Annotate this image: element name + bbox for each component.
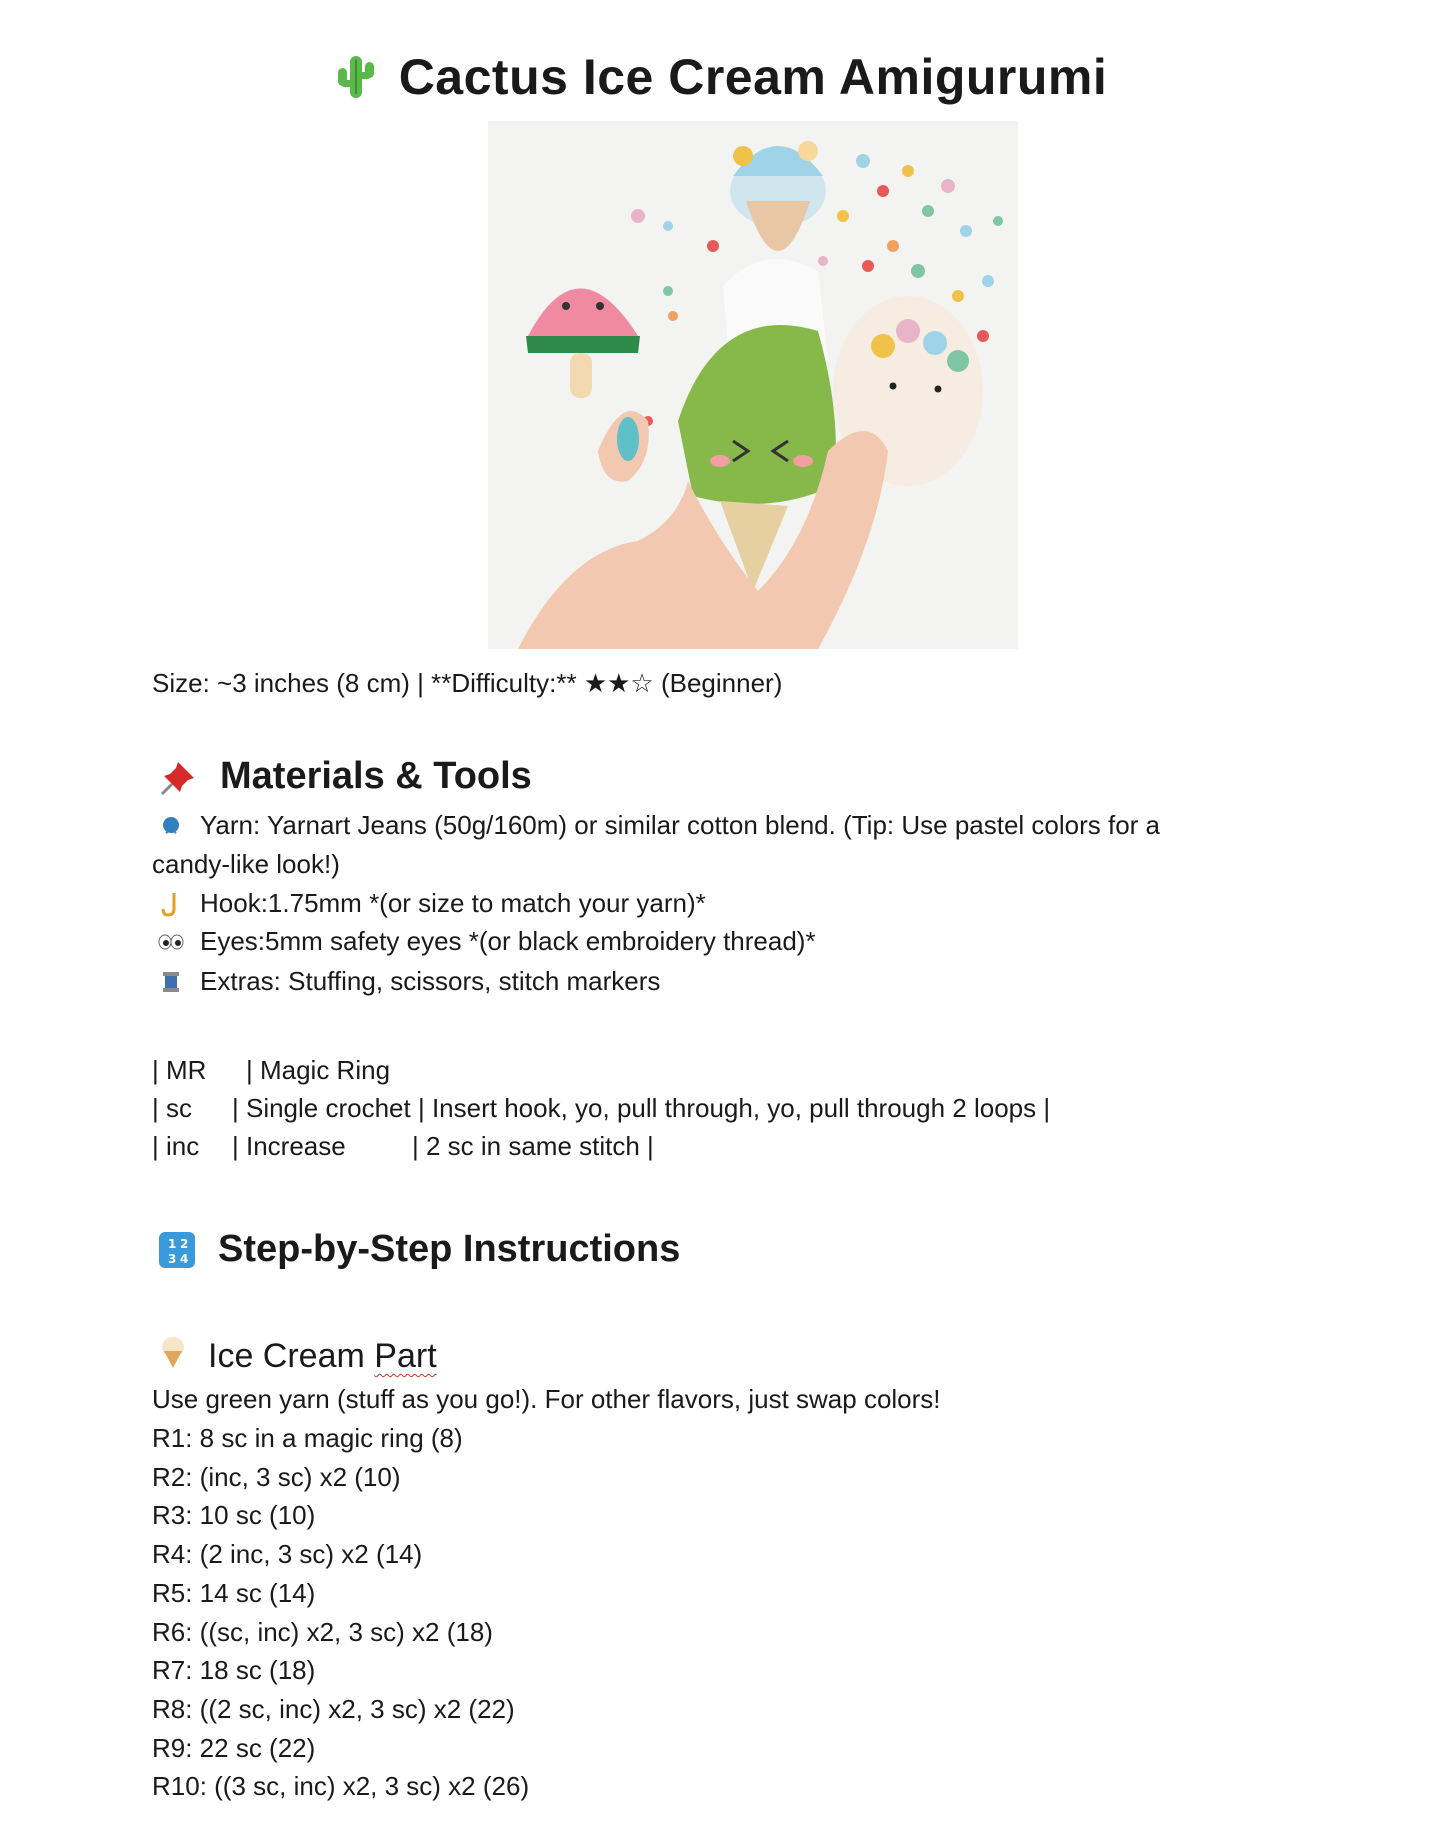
yarn-icon <box>158 813 184 839</box>
numbers-icon <box>158 1231 196 1269</box>
round-row: R9: 22 sc (22) <box>152 1733 316 1763</box>
material-extras-text: Extras: Stuffing, scissors, stitch markers <box>200 966 661 996</box>
abbreviation-name: | Single crochet <box>232 1093 411 1123</box>
abbreviation-name: | Increase <box>232 1131 346 1161</box>
abbreviation-code: | MR <box>152 1055 207 1085</box>
material-eyes <box>158 926 816 957</box>
ice-cream-part-title: Ice Cream <box>208 1337 365 1375</box>
ice-cream-part-title-word: Part <box>374 1337 437 1375</box>
abbreviation-desc: | 2 sc in same stitch | <box>412 1131 654 1161</box>
material-extras <box>158 966 660 997</box>
instructions-heading <box>158 1228 680 1271</box>
material-eyes-text: Eyes:5mm safety eyes *(or black embroidery thread)* <box>200 926 816 956</box>
abbreviation-name: | Magic Ring <box>246 1055 391 1085</box>
page-title-text: Cactus Ice Cream Amigurumi <box>398 49 1108 105</box>
abbreviation-desc: | Insert hook, yo, pull through, yo, pull through 2 loops | <box>417 1093 1051 1123</box>
round-row: R2: (inc, 3 sc) x2 (10) <box>152 1462 401 1492</box>
material-yarn-continued: candy-like look!) <box>152 849 340 879</box>
page-title <box>0 48 1440 112</box>
materials-heading <box>160 755 532 798</box>
pushpin-icon <box>160 758 198 796</box>
materials-heading-text: Materials & Tools <box>220 755 532 797</box>
round-row: R3: 10 sc (10) <box>152 1500 316 1530</box>
round-row: R6: ((sc, inc) x2, 3 sc) x2 (18) <box>152 1617 493 1647</box>
abbreviation-row <box>152 1093 1050 1124</box>
abbreviation-row <box>152 1055 390 1086</box>
round-row: R4: (2 inc, 3 sc) x2 (14) <box>152 1539 423 1569</box>
material-yarn <box>158 810 1160 841</box>
material-hook-text: Hook:1.75mm *(or size to match your yarn)* <box>200 888 706 918</box>
abbreviation-code: | sc <box>152 1093 192 1123</box>
svg-text:2: 2 <box>180 1236 189 1251</box>
svg-text:1: 1 <box>168 1236 177 1251</box>
material-yarn-text: Yarn: Yarnart Jeans (50g/160m) or similar cotton blend. (Tip: Use pastel colors for a <box>200 810 1161 840</box>
instructions-heading-text: Step-by-Step Instructions <box>218 1228 681 1270</box>
amigurumi-photo <box>488 121 1018 649</box>
hook-icon <box>158 891 184 917</box>
svg-text:3: 3 <box>168 1251 177 1266</box>
round-row: R8: ((2 sc, inc) x2, 3 sc) x2 (22) <box>152 1694 515 1724</box>
abbreviation-row <box>152 1131 654 1162</box>
ice-cream-icon <box>160 1335 186 1378</box>
round-row: R5: 14 sc (14) <box>152 1578 316 1608</box>
size-difficulty-text: Size: ~3 inches (8 cm) | **Difficulty:** ★★☆ (Beginner) <box>152 668 783 698</box>
svg-text:4: 4 <box>180 1251 189 1266</box>
material-hook <box>158 888 706 919</box>
round-row: R7: 18 sc (18) <box>152 1655 316 1685</box>
ice-cream-part-heading <box>160 1335 437 1378</box>
round-row: R10: ((3 sc, inc) x2, 3 sc) x2 (26) <box>152 1771 530 1801</box>
cactus-icon <box>333 52 377 112</box>
eyes-icon <box>158 929 184 955</box>
abbreviation-code: | inc <box>152 1131 200 1161</box>
thread-spool-icon <box>158 969 184 995</box>
round-row: R1: 8 sc in a magic ring (8) <box>152 1423 463 1453</box>
ice-cream-intro: Use green yarn (stuff as you go!). For other flavors, just swap colors! <box>152 1384 941 1414</box>
